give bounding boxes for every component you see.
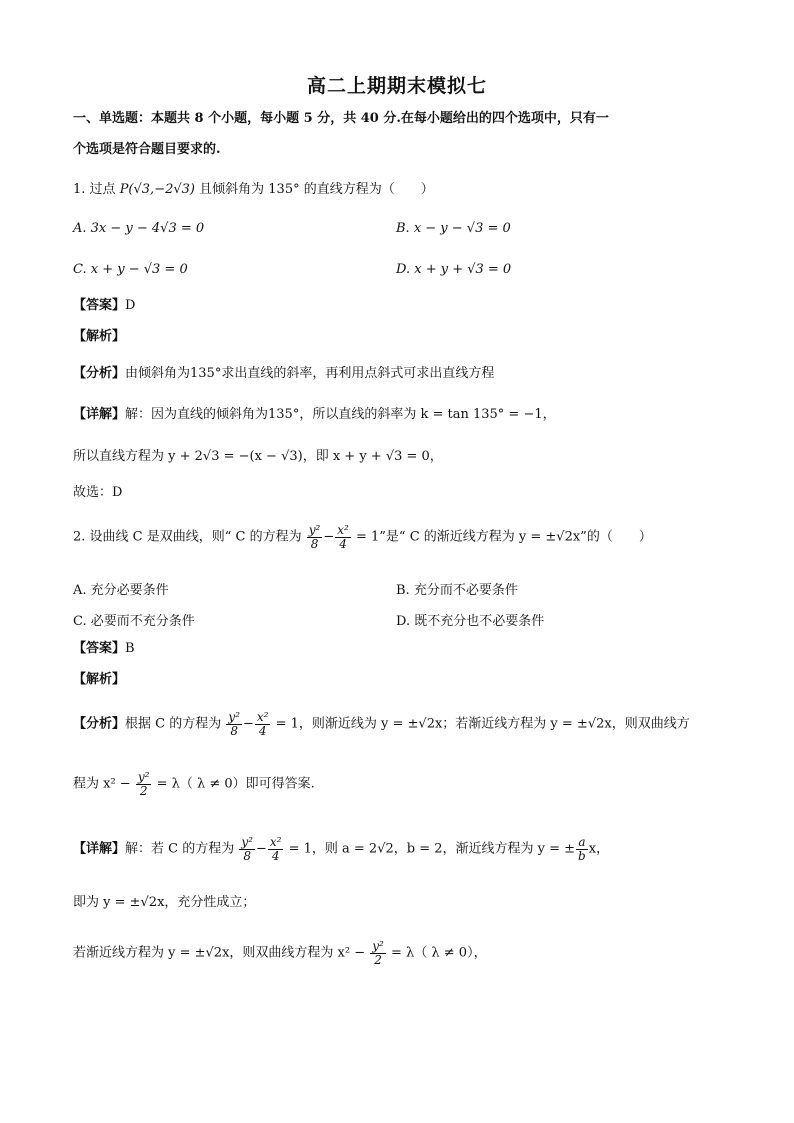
q2-xiangjie-fraction-ab: $\frac{a}{b}$ — [578, 835, 586, 863]
q1-guxuan: 故选：D — [73, 485, 123, 500]
q2-fenxi-line1: 【分析】根据 C 的方程为 $\frac{\text{y²}}{8}$ − $\frac{\text{x²}}{4}$ = 1，则渐近线为 y = ±√2x；若渐近线方程为 y = ±√2x，则双曲线方 — [73, 710, 690, 738]
q2-option-c: C. 必要而不充分条件 — [73, 614, 195, 629]
q2-prefix: 2. 设曲线 C 是双曲线，则“ C 的方程为 — [73, 529, 302, 545]
q1-fenxi-text: 由倾斜角为135°求出直线的斜率，再利用点斜式可求出直线方程 — [125, 366, 495, 381]
q2-xiangjie-fraction-1: $\frac{\text{y²}}{8}$ — [241, 835, 253, 863]
q2-fenxi-fraction-1: $\frac{\text{y²}}{8}$ — [228, 710, 240, 738]
q2-fenxi-b: = 1，则渐近线为 y = ±√2x；若渐近线方程为 y = ±√2x，则双曲线方 — [275, 716, 690, 732]
q1-option-d: D. x + y + √3 = 0 — [396, 262, 512, 277]
q2-fraction-y2-8: $\frac{\text{y²}}{8}$ — [308, 523, 321, 551]
q2-answer-label: 【答案】 — [73, 641, 126, 656]
q2-option-b: B. 充分而不必要条件 — [396, 583, 518, 598]
q2-fenxi-a: 根据 C 的方程为 — [125, 716, 222, 732]
question-1-stem — [73, 182, 734, 198]
q2-line-b2: = λ（ λ ≠ 0）， — [391, 945, 487, 961]
q2-eq-tail: = 1”是“ C 的渐近线方程为 y = ±√2x”的（ ） — [355, 529, 652, 545]
q2-xiangjie-line1: 【详解】解：若 C 的方程为 $\frac{\text{y²}}{8}$ − $\frac{\text{x²}}{4}$ = 1，则 a = 2√2，b = 2，渐近线方程为 y = ± $\frac{a}{b}$ x， — [73, 835, 610, 863]
q2-fraction-x2-4: $\frac{\text{x²}}{4}$ — [337, 523, 349, 551]
q2-fenxi-line2 — [73, 771, 734, 797]
q2-xiangjie-b: = 1，则 a = 2√2，b = 2，渐近线方程为 y = ± — [288, 841, 576, 857]
section-header-line1: 一、单选题：本题共 8 个小题，每小题 5 分，共 40 分.在每小题给出的四个选项中，只有一 — [73, 111, 609, 126]
q1-fenxi — [73, 366, 734, 382]
q2-xiangjie-label: 【详解】 — [73, 841, 126, 857]
q2-xiangjie-fraction-2: $\frac{\text{x²}}{4}$ — [269, 835, 282, 863]
section-header-line2: 个选项是符合题目要求的. — [73, 142, 221, 157]
q1-fenxi-label: 【分析】 — [73, 366, 126, 381]
q1-option-a: A. 3x − y − 4√3 = 0 — [73, 221, 205, 236]
q2-line-b-fraction: $\frac{\text{y²}}{2}$ — [372, 939, 384, 967]
q2-fenxi2-b: = λ（ λ ≠ 0）即可得答案. — [156, 776, 315, 792]
q2-answer — [73, 641, 734, 657]
question-2-stem: 2. 设曲线 C 是双曲线，则“ C 的方程为 $\frac{\text{y²}}{8}$ − $\frac{\text{x²}}{4}$ = 1”是“ C 的渐近线方程为 y = ±√2x”的（ ） — [73, 523, 652, 551]
q2-fenxi2-a: 程为 x² − — [73, 776, 131, 792]
q2-fenxi2-fraction: $\frac{\text{y²}}{2}$ — [137, 770, 150, 798]
q2-fenxi-fraction-2: $\frac{\text{x²}}{4}$ — [256, 710, 269, 738]
q1-mid: 且倾斜角为 — [199, 182, 265, 197]
q1-xiangjie-text1: 解：因为直线的倾斜角为135°，所以直线的斜率为 k = tan 135° = −1， — [125, 407, 556, 422]
q1-option-b: B. x − y − √3 = 0 — [396, 221, 511, 236]
q1-xiangjie-label: 【详解】 — [73, 407, 126, 422]
q2-line-sufficiency: 即为 y = ±√2x，充分性成立； — [73, 895, 256, 910]
q2-jiexi-label: 【解析】 — [73, 672, 126, 687]
q1-jiexi-label: 【解析】 — [73, 329, 126, 344]
q1-xiangjie-text2: 所以直线方程为 y + 2√3 = −(x − √3)，即 x + y + √3 = 0， — [73, 449, 443, 464]
q2-xiangjie-c: x， — [588, 841, 610, 857]
q2-option-a: A. 充分必要条件 — [73, 583, 169, 598]
q1-angle: 135° — [268, 182, 300, 197]
page-title: 高二上期期末模拟七 — [306, 75, 487, 97]
q1-answer-value: D — [125, 298, 136, 313]
q2-answer-value: B — [125, 641, 135, 656]
q1-answer-label: 【答案】 — [73, 298, 126, 313]
q1-xiangjie — [73, 407, 734, 423]
q1-prefix: 1. 过点 — [73, 182, 116, 197]
q2-line-necessity — [73, 940, 734, 966]
q1-answer — [73, 298, 734, 314]
q2-fenxi-label: 【分析】 — [73, 716, 126, 732]
q1-suffix: 的直线方程为（ ） — [303, 182, 434, 197]
q2-line-b1: 若渐近线方程为 y = ±√2x，则双曲线方程为 x² − — [73, 945, 366, 961]
q2-xiangjie-a: 解：若 C 的方程为 — [125, 841, 235, 857]
q2-option-d: D. 既不充分也不必要条件 — [396, 614, 545, 629]
q1-option-c: C. x + y − √3 = 0 — [73, 262, 188, 277]
q1-point: P(√3,−2√3) — [119, 182, 195, 197]
